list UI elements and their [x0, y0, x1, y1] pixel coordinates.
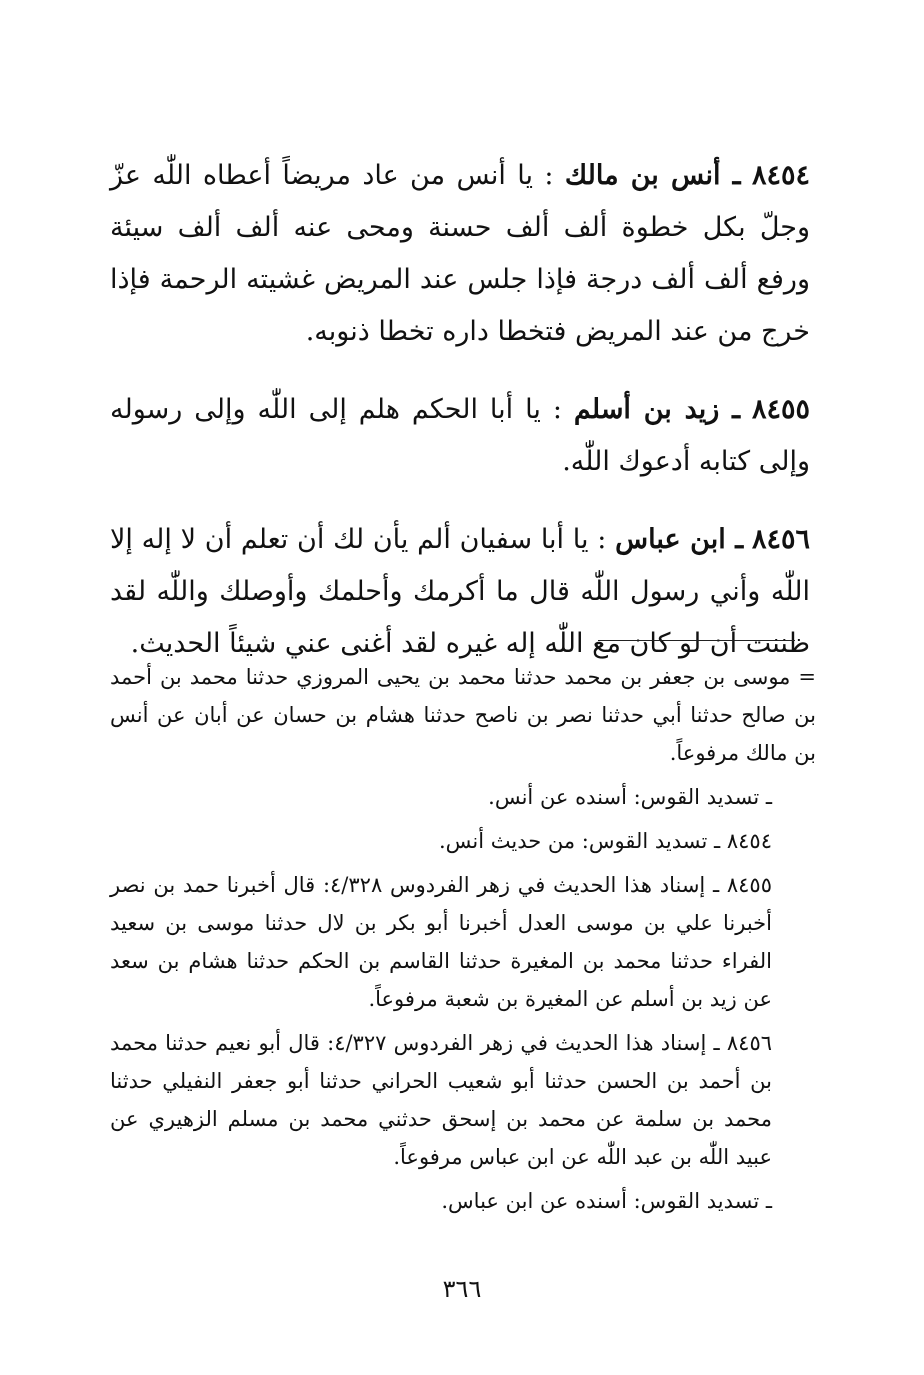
narrator-name: زيد بن أسلم — [573, 394, 720, 425]
hadith-text: : يا أنس من عاد مريضاً أعطاه اللّٰه عزّ وجلّ بكل خطوة ألف ألف حسنة ومحى عنه ألف ألف سيئة ورفع ألف ألف درجة فإذا جلس عند المريض غشيته الرحمة فإذا خرج من عند المريض فتخطا داره تخطا ذنوبه. — [110, 160, 810, 347]
footnote-8456: ٨٤٥٦ ـ إسناد هذا الحديث في زهر الفردوس ٤/٣٢٧: قال أبو نعيم حدثنا محمد بن أحمد بن الحسن حدثنا أبو شعيب الحراني حدثنا أبو جعفر النفيلي حدثنا محمد بن سلمة عن محمد بن إسحق حدثني محمد بن مسلم الزهيري عن عبيد اللّٰه بن عبد اللّٰه عن ابن عباس مرفوعاً. — [110, 1031, 773, 1169]
entry-number: ٨٤٥٥ — [751, 394, 810, 425]
entry-number: ٨٤٥٤ — [751, 160, 810, 191]
page-number: ٣٦٦ — [442, 1275, 482, 1303]
footnote-tasdid: ـ تسديد القوس: أسنده عن أنس. — [488, 785, 772, 809]
footnote-8455: ٨٤٥٥ ـ إسناد هذا الحديث في زهر الفردوس ٤/٣٢٨: قال أخبرنا حمد بن نصر أخبرنا علي بن موسى العدل أخبرنا أبو بكر بن لال حدثنا موسى بن سعيد الفراء حدثنا محمد بن المغيرة حدثنا القاسم بن الحكم حدثنا هشام بن سعد عن زيد بن أسلم عن المغيرة بن شعبة مرفوعاً. — [110, 873, 772, 1011]
narrator-name: أنس بن مالك — [564, 160, 721, 191]
hadith-entry-8456: ٨٤٥٦ ـ ابن عباس : يا أبا سفيان ألم يأن لك أن تعلم أن لا إله إلا اللّٰه وأني رسول اللّٰه قال ما أكرمك وأحلمك وأوصلك واللّٰه لقد ظننت أن لو كان مع اللّٰه إله غيره لقد أغنى عني شيئاً الحديث. — [110, 524, 810, 659]
footnotes — [110, 658, 816, 1226]
footnote-tasdid: ـ تسديد القوس: أسنده عن ابن عباس. — [441, 1189, 772, 1213]
footnote-8454: ٨٤٥٤ ـ تسديد القوس: من حديث أنس. — [438, 829, 772, 853]
footnote-continuation: = موسى بن جعفر بن محمد حدثنا محمد بن يحيى المروزي حدثنا محمد بن أحمد بن صالح حدثنا أبي حدثنا نصر بن ناصح حدثنا هشام بن حسان عن أبان عن أنس بن مالك مرفوعاً. — [110, 665, 816, 765]
hadith-entry-8454: ٨٤٥٤ ـ أنس بن مالك : يا أنس من عاد مريضاً أعطاه اللّٰه عزّ وجلّ بكل خطوة ألف ألف حسنة ومحى عنه ألف ألف سيئة ورفع ألف ألف درجة فإذا جلس عند المريض غشيته الرحمة فإذا خرج من عند المريض فتخطا داره تخطا ذنوبه. — [110, 160, 810, 347]
footnote-separator — [598, 640, 795, 641]
hadith-entry-8455: ٨٤٥٥ ـ زيد بن أسلم : يا أبا الحكم هلم إلى اللّٰه وإلى رسوله وإلى كتابه أدعوك اللّٰه. — [110, 394, 810, 477]
hadith-entries — [110, 150, 810, 696]
hadith-text: : يا أبا سفيان ألم يأن لك أن تعلم أن لا إله إلا اللّٰه وأني رسول اللّٰه قال ما أكرمك وأحلمك وأوصلك واللّٰه لقد ظننت أن لو كان مع اللّٰه إله غيره لقد أغنى عني شيئاً الحديث. — [110, 524, 810, 659]
narrator-name: ابن عباس — [615, 524, 726, 555]
hadith-text: : يا أبا الحكم هلم إلى اللّٰه وإلى رسوله وإلى كتابه أدعوك اللّٰه. — [110, 394, 810, 477]
entry-number: ٨٤٥٦ — [751, 524, 810, 555]
